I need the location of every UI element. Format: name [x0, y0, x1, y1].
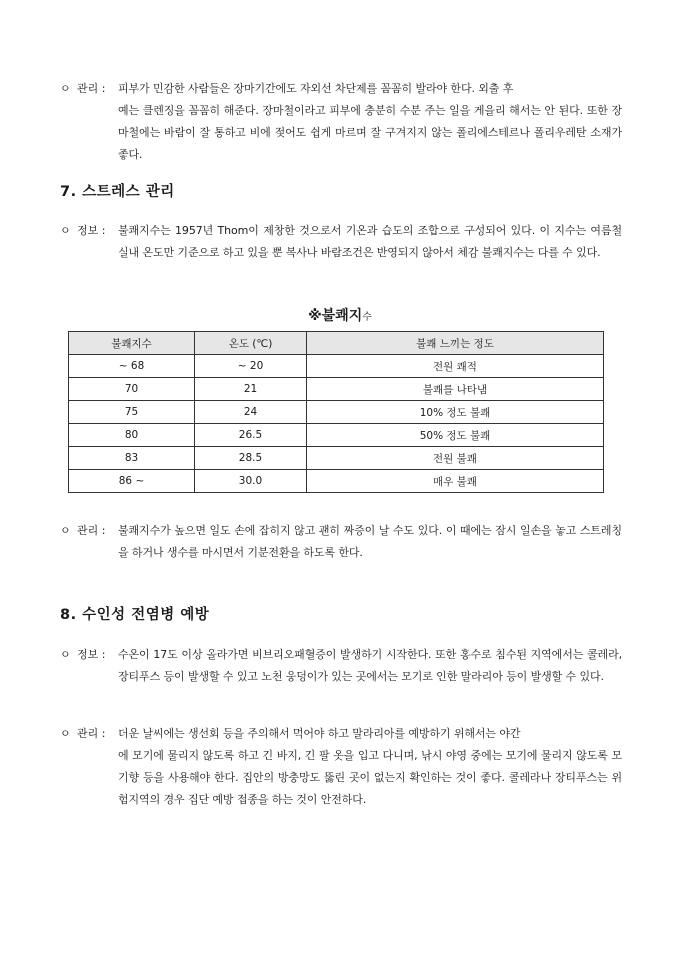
table-cell: 10% 정도 불쾌 [307, 401, 604, 424]
section-heading-waterborne: 8. 수인성 전염병 예방 [60, 607, 210, 623]
discomfort-index-table [68, 331, 604, 493]
bullet: ㅇ [60, 727, 71, 740]
table-row [69, 424, 604, 447]
section-heading-stress: 7. 스트레스 관리 [60, 184, 175, 200]
table-cell: 70 [69, 378, 195, 401]
table-row [69, 470, 604, 493]
bullet: ㅇ [60, 224, 71, 237]
table-cell: 83 [69, 447, 195, 470]
item-text: 불쾌지수는 1957년 Thom이 제창한 것으로서 기온과 습도의 조합으로 구성되어 있다. 이 지수는 여름철 실내 온도만 기준으로 하고 있을 뿐 복사나 바람조건은 반영되지 않아서 체감 불쾌지수는 다를 수 있다. [118, 224, 622, 259]
table-cell: 전원 불쾌 [307, 447, 604, 470]
table-cell: 28.5 [195, 447, 307, 470]
bullet: ㅇ [60, 524, 71, 537]
table-header-cell: 온도 (℃) [195, 332, 307, 355]
manage-waterborne-item [60, 723, 622, 811]
info-waterborne-item [60, 644, 622, 688]
table-cell: 75 [69, 401, 195, 424]
info-discomfort-item [60, 220, 622, 264]
table-cell: 80 [69, 424, 195, 447]
table-row [69, 378, 604, 401]
item-label: 관리 : [77, 524, 106, 537]
table-cell: 불쾌를 나타냄 [307, 378, 604, 401]
item-text-line1: 피부가 민감한 사람들은 장마기간에도 자외선 차단제를 꼼꼼히 발라야 한다. 외출 후 [118, 82, 514, 95]
table-row [69, 355, 604, 378]
item-text: 수온이 17도 이상 올라가면 비브리오패혈증이 발생하기 시작한다. 또한 홍수로 침수된 지역에서는 콜레라, 장티푸스 등이 발생할 수 있고 노천 웅덩이가 있는 곳에서는 모기로 인한 말라리아 등이 발생할 수 있다. [118, 648, 622, 683]
table-cell: 전원 쾌적 [307, 355, 604, 378]
table-cell: 86 ~ [69, 470, 195, 493]
table-header-cell: 불쾌 느끼는 정도 [307, 332, 604, 355]
table-caption: ※불쾌지수 [308, 308, 372, 324]
bullet: ㅇ [60, 82, 71, 95]
item-text-line1: 더운 날씨에는 생선회 등을 주의해서 먹어야 하고 말라리아를 예방하기 위해서는 야간 [118, 727, 521, 740]
bullet: ㅇ [60, 648, 71, 661]
item-label: 관리 : [77, 727, 106, 740]
table-cell: 매우 불쾌 [307, 470, 604, 493]
item-label: 관리 : [77, 82, 106, 95]
table-cell: 24 [195, 401, 307, 424]
item-label: 정보 : [77, 224, 106, 237]
table-cell: 21 [195, 378, 307, 401]
table-row [69, 447, 604, 470]
table-cell: ~ 68 [69, 355, 195, 378]
table-cell: 26.5 [195, 424, 307, 447]
table-header-row [69, 332, 604, 355]
manage-stress-item [60, 520, 622, 564]
table-cell: 30.0 [195, 470, 307, 493]
manage-skin-item [60, 78, 622, 166]
item-label: 정보 : [77, 648, 106, 661]
table-row [69, 401, 604, 424]
item-text: 불쾌지수가 높으면 일도 손에 잡히지 않고 괜히 짜증이 날 수도 있다. 이 때에는 잠시 일손을 놓고 스트레칭을 하거나 생수를 마시면서 기분전환을 하도록 한다. [118, 524, 622, 559]
table-cell: ~ 20 [195, 355, 307, 378]
table-header-cell: 불쾌지수 [69, 332, 195, 355]
item-text-rest: 예는 클렌징을 꼼꼼히 해준다. 장마철이라고 피부에 충분히 수분 주는 일을 게을리 해서는 안 된다. 또한 장마철에는 바람이 잘 통하고 비에 젖어도 쉽게 마르며 잘 구겨지지 않는 폴리에스테르나 폴리우레탄 소재가 좋다. [118, 104, 622, 161]
table-cell: 50% 정도 불쾌 [307, 424, 604, 447]
item-text-rest: 에 모기에 물리지 않도록 하고 긴 바지, 긴 팔 옷을 입고 다니며, 낚시 야영 중에는 모기에 물리지 않도록 모기향 등을 사용해야 한다. 집안의 방충망도 뚫린 곳이 없는지 확인하는 것이 좋다. 콜레라나 장티푸스는 위험지역의 경우 집단 예방 접종을 하는 것이 안전하다. [118, 749, 622, 806]
